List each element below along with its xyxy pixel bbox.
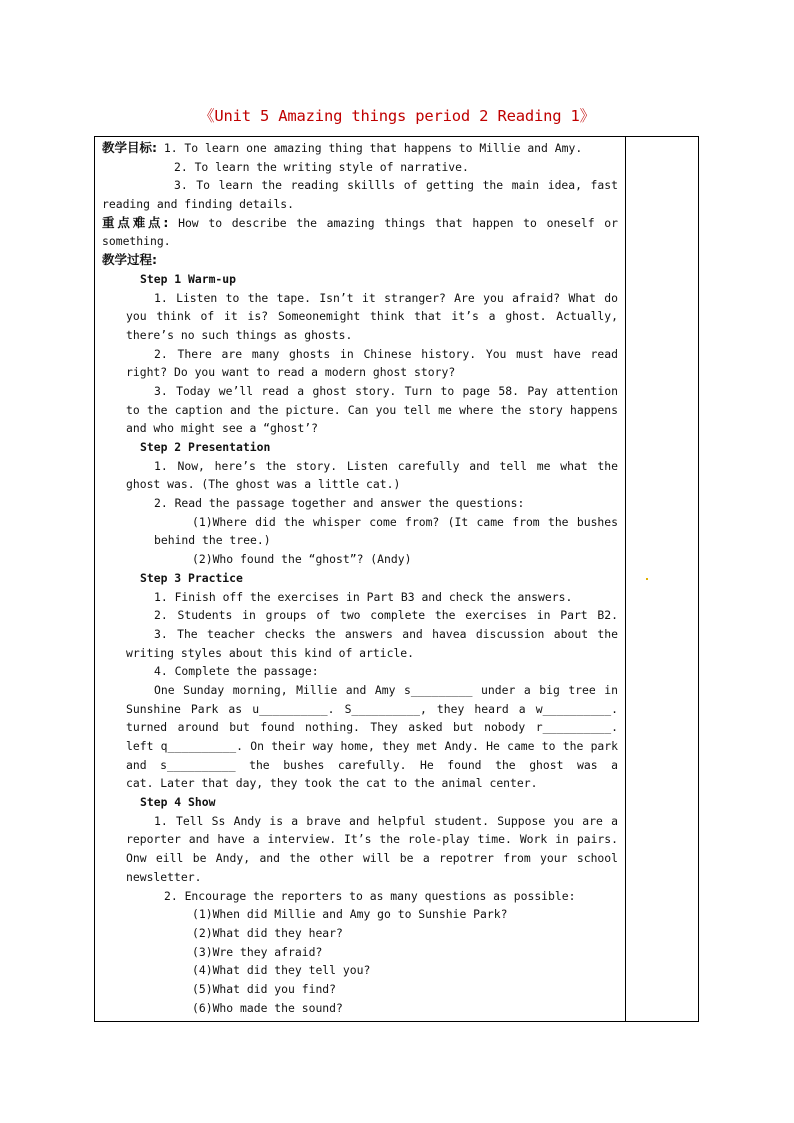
- passage-line-6: cat. Later that day, they took the cat to the animal center.: [126, 776, 538, 791]
- step3-p3-b: writing styles about this kind of article.: [126, 645, 415, 660]
- notes-column-divider: [625, 136, 626, 1022]
- step1-p1-a: 1. Listen to the tape. Isn’t it stranger? Are you afraid? What do: [154, 290, 618, 305]
- document-title: 《Unit 5 Amazing things period 2 Reading 1》: [199, 107, 595, 125]
- step4-question-3: (3)Wre they afraid?: [192, 944, 323, 959]
- step4-title: Step 4 Show: [140, 795, 216, 810]
- process-heading: 教学过程:: [102, 252, 157, 268]
- objective-1: 1. To learn one amazing thing that happens to Millie and Amy.: [163, 141, 583, 155]
- step4-p1-c: Onw eill be Andy, and the other will be a repotrer from your school: [126, 851, 618, 866]
- step4-question-2: (2)What did they hear?: [192, 925, 343, 940]
- step1-p1-c: there’s no such things as ghosts.: [126, 327, 353, 342]
- step1-p3-a: 3. Today we’ll read a ghost story. Turn to page 58. Pay attention: [154, 383, 618, 398]
- step4-p1-d: newsletter.: [126, 869, 202, 884]
- passage-line-2: Sunshine Park as u__________. S__________, they heard a w__________.: [126, 701, 618, 716]
- objective-2: 2. To learn the writing style of narrative.: [174, 159, 469, 174]
- passage-line-1: One Sunday morning, Millie and Amy s_________ under a big tree in: [154, 682, 618, 697]
- step1-p2-a: 2. There are many ghosts in Chinese history. You must have read: [154, 346, 618, 361]
- step3-p3-a: 3. The teacher checks the answers and havea discussion about the: [154, 626, 618, 641]
- step4-p2: 2. Encourage the reporters to as many questions as possible:: [164, 888, 576, 903]
- step2-q1-b: behind the tree.): [154, 533, 271, 548]
- step1-p3-b: to the caption and the picture. Can you tell me where the story happens: [126, 402, 618, 417]
- step1-p1-b: you think of it is? Someonemight think that it’s a ghost. Actually,: [126, 309, 618, 324]
- step4-p1-b: reporter and have a interview. It’s the role-play time. Work in pairs.: [126, 832, 618, 847]
- step3-p4: 4. Complete the passage:: [154, 664, 319, 679]
- step3-p2: 2. Students in groups of two complete the exercises in Part B2.: [154, 608, 618, 623]
- key-points-text: How to describe the amazing things that happen to oneself or: [178, 215, 618, 230]
- lesson-content: [102, 139, 618, 1017]
- step4-question-1: (1)When did Millie and Amy go to Sunshie Park?: [192, 907, 508, 922]
- objectives-heading: 教学目标:: [102, 140, 157, 155]
- step4-question-6: (6)Who made the sound?: [192, 1000, 343, 1015]
- objective-3: 3. To learn the reading skillls of getting the main idea, fast: [174, 178, 618, 193]
- notes-column-mark: [646, 578, 648, 580]
- step1-p3-c: and who might see a “ghost’?: [126, 421, 319, 436]
- step2-q1-a: (1)Where did the whisper come from? (It came from the bushes: [192, 514, 618, 529]
- key-points-cont: something.: [102, 234, 171, 249]
- step1-p2-b: right? Do you want to read a modern ghost story?: [126, 365, 456, 380]
- step2-p1-a: 1. Now, here’s the story. Listen carefully and tell me what the: [154, 458, 618, 473]
- passage-line-4: left q__________. On their way home, they met Andy. He came to the park: [126, 739, 618, 753]
- step2-q2: (2)Who found the “ghost”? (Andy): [192, 552, 412, 567]
- step2-title: Step 2 Presentation: [140, 440, 271, 454]
- key-points-row: [102, 214, 618, 233]
- step3-p1: 1. Finish off the exercises in Part B3 and check the answers.: [154, 589, 573, 604]
- step2-p2: 2. Read the passage together and answer the questions:: [154, 496, 525, 511]
- step4-question-4: (4)What did they tell you?: [192, 963, 371, 978]
- step4-p1-a: 1. Tell Ss Andy is a brave and helpful student. Suppose you are a: [154, 813, 618, 828]
- key-points-heading: 重点难点:: [102, 214, 169, 230]
- step2-p1-b: ghost was. (The ghost was a little cat.): [126, 477, 401, 492]
- passage-line-5: and s__________ the bushes carefully. He found the ghost was a: [126, 757, 618, 772]
- objectives-row: [102, 139, 618, 158]
- step4-question-5: (5)What did you find?: [192, 981, 337, 996]
- step1-title: Step 1 Warm-up: [140, 271, 237, 286]
- step3-title: Step 3 Practice: [140, 570, 243, 585]
- passage-line-3: turned around but found nothing. They asked but nobody r__________.: [126, 720, 618, 735]
- objective-3-cont: reading and finding details.: [102, 197, 295, 212]
